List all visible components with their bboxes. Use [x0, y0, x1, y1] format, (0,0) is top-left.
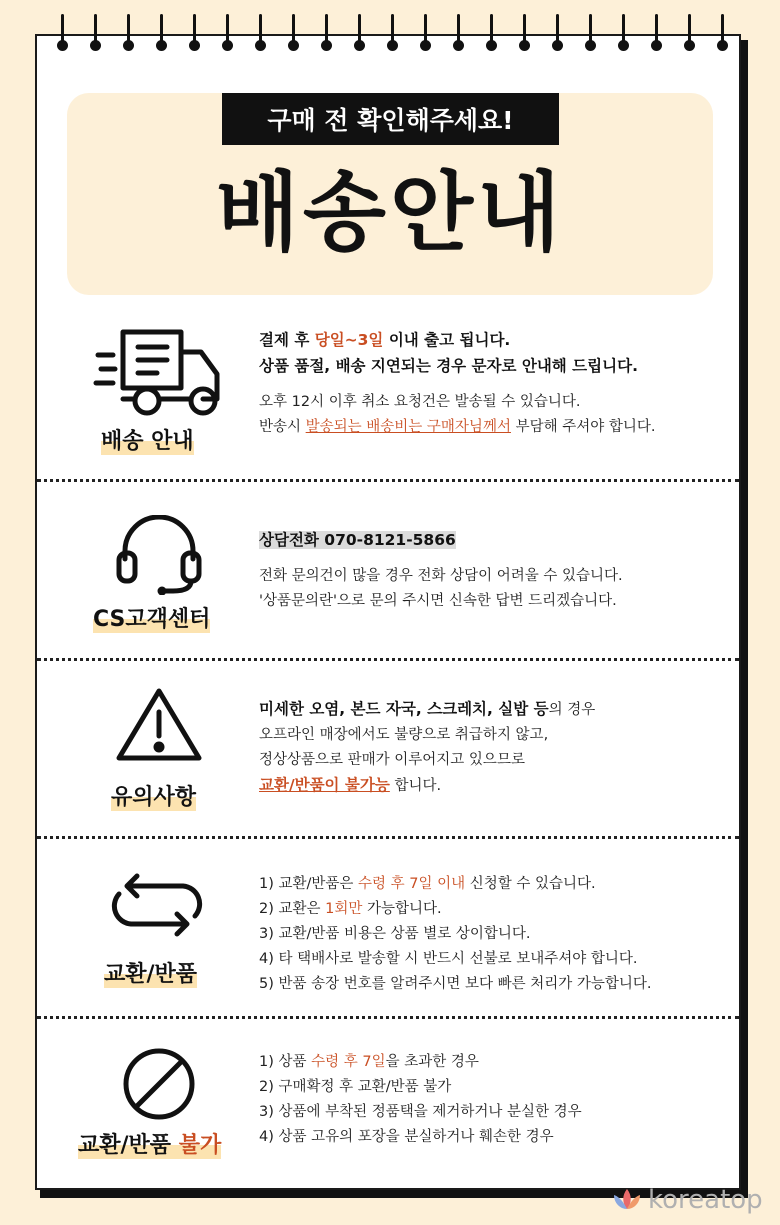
text-line	[259, 589, 729, 614]
text-line	[259, 773, 729, 799]
binding-ring	[552, 14, 562, 54]
text-segment: 2) 교환은	[259, 901, 326, 917]
text-segment: 1) 상품	[259, 1054, 312, 1070]
not-allowed-accent: 불가	[178, 1133, 222, 1158]
binding-ring	[255, 14, 265, 54]
text-segment: 상담전화 070-8121-5866	[259, 531, 456, 549]
text-segment: 정상상품으로 판매가 이루어지고 있으므로	[259, 752, 525, 768]
text-segment: 4) 타 택배사로 발송할 시 반드시 선불로 보내주셔야 합니다.	[259, 951, 638, 967]
section-text-exchange	[259, 872, 729, 997]
binding-ring	[387, 14, 397, 54]
binding-ring	[618, 14, 628, 54]
binding-ring	[288, 14, 298, 54]
text-line	[259, 415, 729, 440]
text-line	[259, 947, 729, 972]
watermark-logo	[610, 1184, 763, 1216]
text-line	[259, 748, 729, 773]
text-segment: 이내 출고 됩니다.	[383, 331, 511, 349]
section-divider	[37, 479, 739, 482]
text-line	[259, 554, 729, 564]
text-line	[259, 564, 729, 589]
section-label-delivery: 배송 안내	[101, 424, 194, 455]
binding-ring	[486, 14, 496, 54]
text-segment: 의 경우	[548, 702, 596, 718]
binding-ring	[684, 14, 694, 54]
section-divider	[37, 1016, 739, 1019]
text-segment: 상품 품절, 배송 지연되는 경우 문자로 안내해 드립니다.	[259, 357, 638, 375]
lotus-logo-icon	[610, 1187, 644, 1213]
text-segment: 수령 후 7일 이내	[358, 876, 466, 892]
binding-ring	[189, 14, 199, 54]
text-segment: 5) 반품 송장 번호를 알려주시면 보다 빠른 처리가 가능합니다.	[259, 976, 652, 992]
text-line	[259, 528, 729, 554]
warning-icon	[115, 686, 203, 766]
text-segment: 오후 12시 이후 취소 요청건은 발송될 수 있습니다.	[259, 394, 581, 410]
text-segment: 결제 후	[259, 331, 315, 349]
text-segment: 전화 문의건이 많을 경우 전화 상담이 어려울 수 있습니다.	[259, 568, 623, 584]
text-segment: 3) 상품에 부착된 정품택을 제거하거나 분실한 경우	[259, 1104, 582, 1120]
binding-ring	[453, 14, 463, 54]
section-divider	[37, 836, 739, 839]
text-line	[259, 328, 729, 354]
binding-ring	[321, 14, 331, 54]
text-segment: 반송시	[259, 419, 306, 435]
spiral-binding	[35, 14, 741, 54]
binding-ring	[222, 14, 232, 54]
binding-ring	[651, 14, 661, 54]
watermark-text: koreatop	[648, 1185, 763, 1215]
text-line	[259, 872, 729, 897]
section-text-cs	[259, 528, 729, 614]
section-label-cs: CS고객센터	[93, 602, 210, 633]
text-segment: '상품문의란'으로 문의 주시면 신속한 답변 드리겠습니다.	[259, 593, 617, 609]
text-segment: 합니다.	[389, 778, 442, 794]
text-line	[259, 922, 729, 947]
section-text-caution	[259, 697, 729, 799]
text-line	[259, 354, 729, 380]
section-label-caution: 유의사항	[111, 780, 196, 811]
binding-ring	[354, 14, 364, 54]
delivery-truck-icon	[93, 327, 223, 421]
text-segment: 교환/반품이 불가능	[259, 776, 390, 794]
section-label-exchange: 교환/반품	[104, 957, 197, 988]
section-divider	[37, 658, 739, 661]
binding-ring	[57, 14, 67, 54]
text-segment: 4) 상품 고유의 포장을 분실하거나 훼손한 경우	[259, 1129, 554, 1145]
text-line	[259, 972, 729, 997]
text-line	[259, 1050, 729, 1075]
text-line	[259, 380, 729, 390]
text-segment: 수령 후 7일	[311, 1054, 386, 1070]
text-line	[259, 1075, 729, 1100]
binding-ring	[90, 14, 100, 54]
section-text-delivery	[259, 328, 729, 440]
exchange-arrows-icon	[105, 872, 209, 942]
binding-ring	[420, 14, 430, 54]
binding-ring	[519, 14, 529, 54]
text-segment: 가능합니다.	[362, 901, 442, 917]
text-segment: 1) 교환/반품은	[259, 876, 359, 892]
text-segment: 오프라인 매장에서도 불량으로 취급하지 않고,	[259, 727, 549, 743]
section-label-not-allowed: 교환/반품 불가	[78, 1128, 221, 1159]
text-line	[259, 1125, 729, 1150]
text-segment: 당일~3일	[314, 331, 384, 349]
text-line	[259, 897, 729, 922]
binding-ring	[717, 14, 727, 54]
text-segment: 을 초과한 경우	[385, 1054, 479, 1070]
section-text-not-allowed	[259, 1050, 729, 1150]
header-pill: 구매 전 확인해주세요!	[222, 93, 559, 145]
text-segment: 1회만	[325, 901, 363, 917]
text-segment: 미세한 오염, 본드 자국, 스크레치, 실밥 등	[259, 700, 549, 718]
text-segment: 3) 교환/반품 비용은 상품 별로 상이합니다.	[259, 926, 531, 942]
text-segment: 2) 구매확정 후 교환/반품 불가	[259, 1079, 452, 1095]
prohibited-icon	[122, 1047, 196, 1125]
text-segment: 부담해 주셔야 합니다.	[510, 419, 656, 435]
text-line	[259, 697, 729, 723]
text-segment: 신청할 수 있습니다.	[465, 876, 596, 892]
text-segment: 발송되는 배송비는 구매자님께서	[305, 419, 511, 435]
text-line	[259, 723, 729, 748]
page-title: 배송안내	[215, 163, 565, 263]
text-line	[259, 1100, 729, 1125]
binding-ring	[585, 14, 595, 54]
binding-ring	[156, 14, 166, 54]
text-line	[259, 390, 729, 415]
headset-icon	[113, 515, 205, 599]
binding-ring	[123, 14, 133, 54]
